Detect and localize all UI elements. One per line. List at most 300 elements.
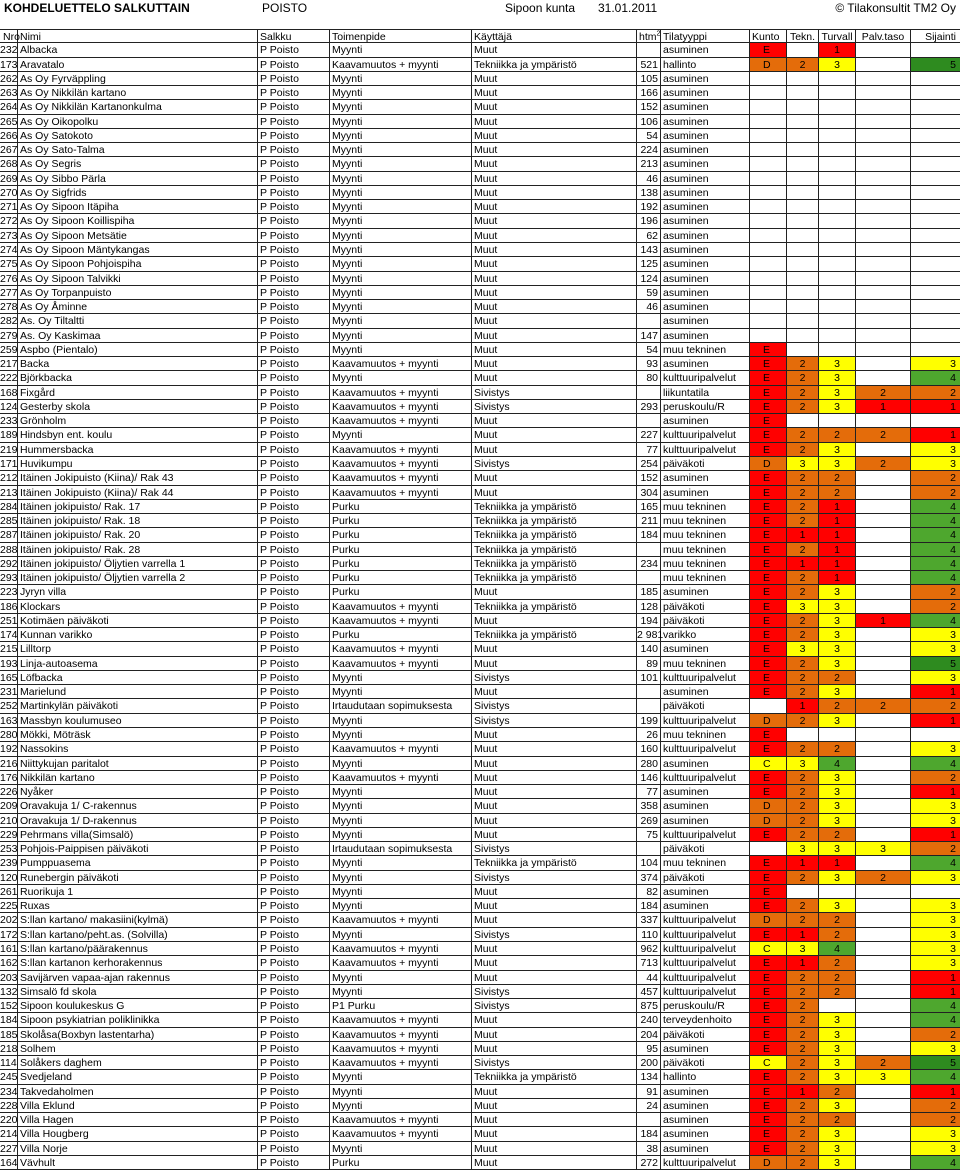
table-row (0, 43, 960, 57)
cell-turvall: 3 (819, 58, 856, 71)
cell-turvall: 4 (819, 942, 856, 955)
cell-htm: 269 (637, 814, 661, 827)
cell-kayttaja: Muut (472, 115, 637, 128)
cell-turvall: 3 (819, 386, 856, 399)
cell-tekn: 1 (787, 928, 819, 941)
cell-salkku: P Poisto (258, 300, 330, 313)
cell-nro: 239 (0, 857, 18, 870)
cell-tilatyyppi: asuminen (661, 129, 750, 142)
cell-htm: 165 (637, 500, 661, 513)
cell-palv (856, 571, 911, 584)
cell-tilatyyppi: asuminen (661, 814, 750, 827)
cell-tekn: 2 (787, 985, 819, 998)
cell-palv (856, 371, 911, 384)
cell-htm: 125 (637, 257, 661, 270)
cell-kayttaja: Muut (472, 899, 637, 912)
cell-sijainti: 3 (911, 814, 960, 827)
cell-nimi: Grönholm (18, 414, 258, 427)
cell-sijainti: 1 (911, 985, 960, 998)
cell-tilatyyppi: asuminen (661, 329, 750, 342)
table-row (0, 585, 960, 599)
cell-htm: 106 (637, 115, 661, 128)
cell-kayttaja: Muut (472, 257, 637, 270)
table-row (0, 856, 960, 870)
cell-htm: 199 (637, 714, 661, 727)
cell-kunto (750, 186, 787, 199)
cell-salkku: P Poisto (258, 871, 330, 884)
cell-nimi: Jyryn villa (18, 585, 258, 598)
cell-tilatyyppi: asuminen (661, 1127, 750, 1140)
cell-salkku: P Poisto (258, 272, 330, 285)
cell-nimi: As Oy Sipoon Koillispiha (18, 214, 258, 227)
cell-toimenpide: Myynti (330, 785, 472, 798)
cell-toimenpide: Purku (330, 557, 472, 570)
cell-kayttaja: Muut (472, 685, 637, 698)
cell-toimenpide: Purku (330, 514, 472, 527)
cell-nro: 164 (0, 1156, 18, 1169)
htm-label: htm (639, 31, 657, 43)
cell-sijainti (911, 129, 960, 142)
cell-tekn: 2 (787, 971, 819, 984)
cell-htm: 713 (637, 956, 661, 969)
cell-salkku: P Poisto (258, 329, 330, 342)
cell-sijainti: 3 (911, 628, 960, 641)
column-header-turvall: Turvall (819, 30, 856, 42)
cell-nro: 278 (0, 301, 18, 314)
cell-salkku: P Poisto (258, 657, 330, 670)
cell-tekn: 2 (787, 1056, 819, 1069)
cell-kayttaja: Tekniikka ja ympäristö (472, 58, 637, 71)
cell-tekn: 2 (787, 814, 819, 827)
cell-sijainti (911, 272, 960, 285)
cell-nimi: Huvikumpu (18, 457, 258, 470)
cell-tekn: 3 (787, 942, 819, 955)
cell-htm: 224 (637, 143, 661, 156)
cell-nimi: Runebergin päiväkoti (18, 871, 258, 884)
cell-salkku: P Poisto (258, 856, 330, 869)
cell-palv (856, 257, 911, 270)
cell-toimenpide: Kaavamuutos + myynti (330, 386, 472, 399)
cell-htm: 196 (637, 214, 661, 227)
cell-kunto: E (750, 856, 787, 869)
column-header-sijainti: Sijainti (925, 31, 956, 43)
cell-tekn: 2 (787, 386, 819, 399)
cell-htm: 192 (637, 200, 661, 213)
cell-tilatyyppi: asuminen (661, 642, 750, 655)
cell-kunto (750, 243, 787, 256)
cell-kayttaja: Sivistys (472, 985, 637, 998)
table-row (0, 614, 960, 628)
cell-sijainti: 2 (911, 842, 960, 855)
cell-tekn: 2 (787, 899, 819, 912)
cell-nro: 184 (0, 1014, 18, 1027)
table-row (0, 500, 960, 514)
cell-kunto: E (750, 386, 787, 399)
cell-tekn (787, 286, 819, 299)
cell-kayttaja: Muut (472, 428, 637, 441)
cell-turvall (819, 329, 856, 342)
table-row (0, 514, 960, 528)
cell-palv (856, 214, 911, 227)
cell-sijainti (911, 343, 960, 356)
cell-nimi: Villa Hagen (18, 1113, 258, 1126)
cell-tilatyyppi: kulttuuripalvelut (661, 828, 750, 841)
cell-tilatyyppi: asuminen (661, 314, 750, 327)
cell-nro: 163 (0, 714, 18, 727)
cell-kayttaja: Muut (472, 799, 637, 812)
cell-sijainti (911, 100, 960, 113)
cell-kayttaja: Tekniikka ja ympäristö (472, 528, 637, 541)
cell-turvall: 3 (819, 785, 856, 798)
cell-sijainti: 4 (911, 1070, 960, 1083)
column-header-tilatyyppi: Tilatyyppi (661, 30, 750, 42)
cell-kayttaja: Muut (472, 814, 637, 827)
cell-nro: 245 (0, 1071, 18, 1084)
cell-turvall: 2 (819, 828, 856, 841)
cell-toimenpide: Kaavamuutos + myynti (330, 1013, 472, 1026)
cell-palv (856, 671, 911, 684)
cell-nro: 220 (0, 1114, 18, 1127)
cell-turvall: 3 (819, 799, 856, 812)
cell-nimi: Ruorikuja 1 (18, 885, 258, 898)
cell-salkku: P Poisto (258, 614, 330, 627)
cell-nro: 280 (0, 729, 18, 742)
cell-turvall: 2 (819, 486, 856, 499)
cell-kayttaja: Muut (472, 1156, 637, 1169)
cell-kayttaja: Muut (472, 100, 637, 113)
cell-nro: 275 (0, 258, 18, 271)
cell-salkku: P Poisto (258, 471, 330, 484)
cell-sijainti: 4 (911, 614, 960, 627)
cell-tilatyyppi: muu tekninen (661, 657, 750, 670)
cell-htm (637, 571, 661, 584)
report-date: 31.01.2011 (598, 1, 658, 15)
cell-palv (856, 543, 911, 556)
cell-kayttaja: Muut (472, 585, 637, 598)
cell-tekn: 2 (787, 799, 819, 812)
cell-toimenpide: Myynti (330, 1070, 472, 1083)
cell-sijainti: 2 (911, 600, 960, 613)
cell-tilatyyppi: kulttuuripalvelut (661, 928, 750, 941)
cell-toimenpide: Myynti (330, 172, 472, 185)
table-row (0, 842, 960, 856)
cell-tekn: 2 (787, 371, 819, 384)
cell-tilatyyppi: hallinto (661, 58, 750, 71)
cell-nro: 120 (0, 871, 18, 884)
cell-kunto (750, 329, 787, 342)
cell-kayttaja: Muut (472, 913, 637, 926)
cell-turvall (819, 999, 856, 1012)
cell-turvall: 1 (819, 571, 856, 584)
cell-sijainti (911, 72, 960, 85)
cell-palv (856, 956, 911, 969)
cell-kayttaja: Tekniikka ja ympäristö (472, 543, 637, 556)
table-row (0, 871, 960, 885)
cell-turvall: 3 (819, 1056, 856, 1069)
cell-turvall: 1 (819, 514, 856, 527)
cell-turvall: 1 (819, 528, 856, 541)
cell-sijainti: 5 (911, 657, 960, 670)
cell-kunto: E (750, 1085, 787, 1098)
cell-turvall: 1 (819, 500, 856, 513)
cell-salkku: P Poisto (258, 714, 330, 727)
cell-palv (856, 314, 911, 327)
cell-turvall: 2 (819, 428, 856, 441)
cell-toimenpide: Kaavamuutos + myynti (330, 956, 472, 969)
cell-kayttaja: Muut (472, 300, 637, 313)
cell-tilatyyppi: asuminen (661, 757, 750, 770)
cell-toimenpide: Kaavamuutos + myynti (330, 657, 472, 670)
cell-htm: 54 (637, 129, 661, 142)
cell-tekn (787, 200, 819, 213)
cell-nro: 185 (0, 1028, 18, 1041)
cell-toimenpide: Myynti (330, 871, 472, 884)
cell-nro: 171 (0, 457, 18, 470)
cell-kunto: E (750, 985, 787, 998)
cell-kayttaja: Muut (472, 86, 637, 99)
cell-kunto: E (750, 1127, 787, 1140)
cell-htm (637, 543, 661, 556)
cell-nimi: Itäinen jokipuisto/ Rak. 20 (18, 528, 258, 541)
cell-palv: 2 (856, 457, 911, 470)
cell-kunto (750, 314, 787, 327)
cell-tekn: 2 (787, 714, 819, 727)
cell-sijainti: 2 (911, 486, 960, 499)
cell-kunto: E (750, 571, 787, 584)
table-row (0, 557, 960, 571)
cell-sijainti: 3 (911, 671, 960, 684)
cell-nro: 231 (0, 686, 18, 699)
cell-tilatyyppi: asuminen (661, 785, 750, 798)
cell-sijainti: 2 (911, 471, 960, 484)
cell-nimi: As. Oy Kaskimaa (18, 329, 258, 342)
cell-turvall: 2 (819, 1113, 856, 1126)
cell-palv (856, 985, 911, 998)
cell-salkku: P Poisto (258, 728, 330, 741)
cell-tekn: 2 (787, 58, 819, 71)
cell-nro: 273 (0, 229, 18, 242)
cell-turvall: 3 (819, 600, 856, 613)
cell-sijainti: 2 (911, 1113, 960, 1126)
cell-tekn: 2 (787, 543, 819, 556)
cell-tilatyyppi: kulttuuripalvelut (661, 913, 750, 926)
cell-turvall: 3 (819, 871, 856, 884)
cell-kayttaja: Muut (472, 172, 637, 185)
cell-toimenpide: Myynti (330, 257, 472, 270)
cell-toimenpide: Irtaudutaan sopimuksesta (330, 842, 472, 855)
cell-nimi: Nassokins (18, 742, 258, 755)
cell-kunto (750, 272, 787, 285)
cell-tilatyyppi: asuminen (661, 585, 750, 598)
cell-sijainti (911, 143, 960, 156)
cell-nro: 174 (0, 629, 18, 642)
cell-sijainti: 1 (911, 1085, 960, 1098)
cell-salkku: P Poisto (258, 115, 330, 128)
cell-htm: 146 (637, 771, 661, 784)
cell-toimenpide: Myynti (330, 200, 472, 213)
cell-tilatyyppi: asuminen (661, 899, 750, 912)
table-row (0, 143, 960, 157)
cell-nimi: Albacka (18, 43, 258, 56)
cell-nro: 252 (0, 700, 18, 713)
table-row (0, 785, 960, 799)
cell-palv (856, 742, 911, 755)
cell-turvall: 4 (819, 757, 856, 770)
cell-tilatyyppi: peruskoulu/R (661, 400, 750, 413)
cell-kunto: E (750, 43, 787, 56)
cell-turvall: 3 (819, 614, 856, 627)
cell-htm: 44 (637, 971, 661, 984)
column-header-htm (637, 30, 661, 42)
cell-kayttaja: Muut (472, 129, 637, 142)
cell-sijainti (911, 157, 960, 170)
table-row (0, 600, 960, 614)
cell-palv (856, 243, 911, 256)
cell-kayttaja: Tekniikka ja ympäristö (472, 628, 637, 641)
cell-turvall (819, 72, 856, 85)
cell-palv (856, 329, 911, 342)
cell-nimi: Svedjeland (18, 1070, 258, 1083)
cell-kunto: E (750, 899, 787, 912)
cell-nro: 192 (0, 743, 18, 756)
cell-htm: 54 (637, 343, 661, 356)
cell-salkku: P Poisto (258, 400, 330, 413)
cell-nimi: As Oy Oikopolku (18, 115, 258, 128)
cell-kunto: E (750, 785, 787, 798)
cell-palv (856, 828, 911, 841)
cell-kayttaja: Muut (472, 314, 637, 327)
column-header-tekn: Tekn. (787, 30, 819, 42)
cell-tekn: 2 (787, 828, 819, 841)
cell-kayttaja: Tekniikka ja ympäristö (472, 500, 637, 513)
cell-salkku: P Poisto (258, 1142, 330, 1155)
cell-htm: 46 (637, 172, 661, 185)
cell-tekn: 2 (787, 1042, 819, 1055)
cell-salkku: P Poisto (258, 814, 330, 827)
cell-toimenpide: Myynti (330, 229, 472, 242)
cell-tilatyyppi: asuminen (661, 172, 750, 185)
cell-palv (856, 300, 911, 313)
cell-kunto (750, 200, 787, 213)
table-row (0, 86, 960, 100)
cell-kayttaja: Muut (472, 956, 637, 969)
cell-htm: 128 (637, 600, 661, 613)
cell-kunto: E (750, 871, 787, 884)
cell-sijainti: 3 (911, 1142, 960, 1155)
table-row (0, 899, 960, 913)
cell-nro: 288 (0, 543, 18, 556)
cell-salkku: P Poisto (258, 671, 330, 684)
cell-palv (856, 1156, 911, 1169)
cell-toimenpide: Kaavamuutos + myynti (330, 414, 472, 427)
table-row (0, 642, 960, 656)
cell-salkku: P Poisto (258, 842, 330, 855)
cell-nimi: As Oy Nikkilän kartano (18, 86, 258, 99)
cell-toimenpide: Myynti (330, 799, 472, 812)
cell-nro: 261 (0, 885, 18, 898)
cell-nimi: S:llan kartano/ makasiini(kylmä) (18, 913, 258, 926)
cell-sijainti (911, 329, 960, 342)
cell-tekn: 2 (787, 357, 819, 370)
table-row (0, 942, 960, 956)
cell-turvall: 3 (819, 1013, 856, 1026)
cell-sijainti: 2 (911, 771, 960, 784)
cell-nro: 259 (0, 343, 18, 356)
cell-kunto: E (750, 471, 787, 484)
cell-tekn: 2 (787, 685, 819, 698)
cell-tekn (787, 229, 819, 242)
cell-htm: 337 (637, 913, 661, 926)
cell-salkku: P Poisto (258, 757, 330, 770)
cell-nimi: Hindsbyn ent. koulu (18, 428, 258, 441)
cell-htm: 91 (637, 1085, 661, 1098)
cell-htm (637, 1113, 661, 1126)
cell-tilatyyppi: asuminen (661, 72, 750, 85)
cell-htm: 59 (637, 286, 661, 299)
cell-nro: 227 (0, 1142, 18, 1155)
cell-palv (856, 115, 911, 128)
table-row (0, 257, 960, 271)
cell-kunto: E (750, 956, 787, 969)
cell-tekn: 2 (787, 771, 819, 784)
cell-nimi: Kunnan varikko (18, 628, 258, 641)
cell-toimenpide: Purku (330, 528, 472, 541)
cell-kayttaja: Muut (472, 1113, 637, 1126)
cell-htm: 2 981 (637, 629, 664, 642)
cell-nro: 228 (0, 1099, 18, 1112)
table-row (0, 728, 960, 742)
property-table (0, 29, 960, 1170)
cell-turvall (819, 885, 856, 898)
cell-htm: 38 (637, 1142, 661, 1155)
cell-kunto: E (750, 343, 787, 356)
cell-nimi: Vävhult (18, 1156, 258, 1169)
cell-tekn: 2 (787, 514, 819, 527)
cell-sijainti: 4 (911, 543, 960, 556)
cell-kayttaja: Sivistys (472, 928, 637, 941)
cell-kunto (750, 172, 787, 185)
cell-kunto: E (750, 999, 787, 1012)
table-row (0, 300, 960, 314)
cell-palv (856, 628, 911, 641)
cell-sijainti (911, 414, 960, 427)
cell-kunto (750, 129, 787, 142)
cell-tekn: 2 (787, 428, 819, 441)
cell-tilatyyppi: hallinto (661, 1070, 750, 1083)
cell-salkku: P Poisto (258, 1042, 330, 1055)
cell-sijainti: 3 (911, 956, 960, 969)
cell-toimenpide: Myynti (330, 885, 472, 898)
cell-kayttaja: Muut (472, 471, 637, 484)
cell-toimenpide: Myynti (330, 272, 472, 285)
table-row (0, 457, 960, 471)
htm-sup: 2 (656, 30, 661, 38)
cell-tekn (787, 86, 819, 99)
cell-toimenpide: Kaavamuutos + myynti (330, 400, 472, 413)
cell-palv (856, 999, 911, 1012)
cell-nro: 264 (0, 101, 18, 114)
cell-salkku: P Poisto (258, 457, 330, 470)
table-row (0, 885, 960, 899)
cell-kayttaja: Muut (472, 1028, 637, 1041)
table-row (0, 386, 960, 400)
cell-kayttaja: Muut (472, 200, 637, 213)
cell-kayttaja: Muut (472, 1142, 637, 1155)
cell-kayttaja: Muut (472, 43, 637, 56)
cell-palv (856, 43, 911, 56)
cell-kunto (750, 229, 787, 242)
table-row (0, 985, 960, 999)
